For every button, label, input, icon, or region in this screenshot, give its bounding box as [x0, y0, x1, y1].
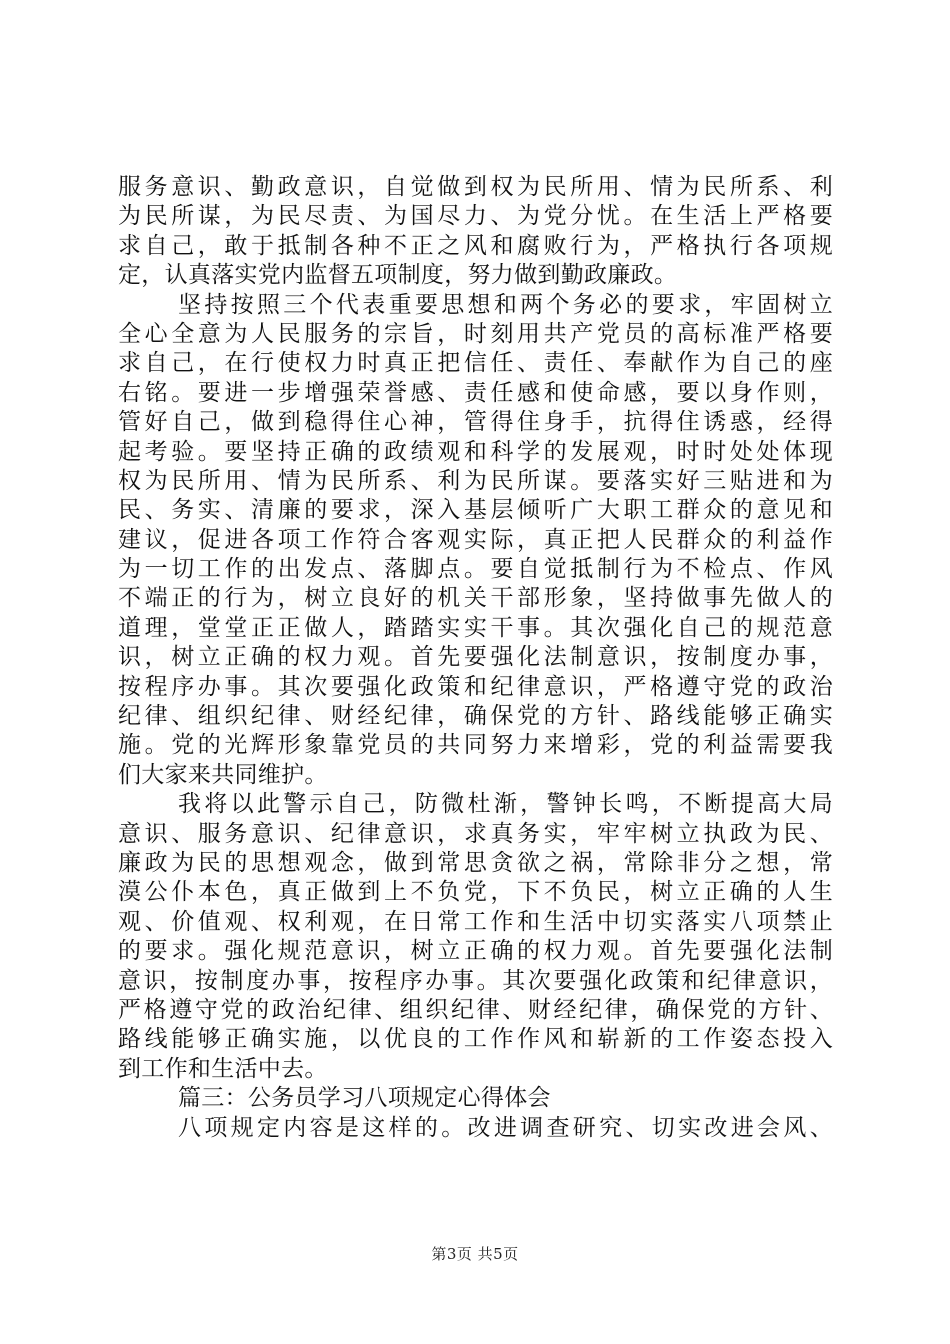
text-line: 纪律、组织纪律、财经纪律，确保党的方针、路线能够正确实	[118, 703, 833, 730]
text-line: 的要求。强化规范意识，树立正确的权力观。首先要强化法制	[118, 938, 833, 965]
text-line: 建议，促进各项工作符合客观实际，真正把人民群众的利益作	[118, 526, 833, 553]
text-line: 严格遵守党的政治纪律、组织纪律、财经纪律，确保党的方针、	[118, 996, 833, 1023]
text-line: 定，认真落实党内监督五项制度，努力做到勤政廉政。	[118, 262, 678, 289]
text-line: 我将以此警示自己，防微杜渐，警钟长鸣，不断提高大局	[178, 791, 833, 818]
text-line: 到工作和生活中去。	[118, 1055, 328, 1082]
text-line: 识，树立正确的权力观。首先要强化法制意识，按制度办事，	[118, 644, 833, 671]
body-text	[118, 173, 833, 1143]
section-heading: 篇三：公务员学习八项规定心得体会	[178, 1085, 551, 1112]
text-line: 道理，堂堂正正做人，踏踏实实干事。其次强化自己的规范意	[118, 614, 833, 641]
text-line: 民、务实、清廉的要求，深入基层倾听广大职工群众的意见和	[118, 497, 833, 524]
text-line: 管好自己，做到稳得住心神，管得住身手，抗得住诱惑，经得	[118, 409, 833, 436]
text-line: 漠公仆本色，真正做到上不负党，下不负民，树立正确的人生	[118, 879, 833, 906]
text-line: 意识，按制度办事，按程序办事。其次要强化政策和纪律意识，	[118, 967, 833, 994]
text-line: 服务意识、勤政意识，自觉做到权为民所用、情为民所系、利	[118, 174, 833, 200]
text-line: 廉政为民的思想观念，做到常思贪欲之祸，常除非分之想，常	[118, 849, 833, 876]
text-line: 意识、服务意识、纪律意识，求真务实，牢牢树立执政为民、	[118, 820, 833, 847]
text-line: 坚持按照三个代表重要思想和两个务必的要求，牢固树立	[178, 291, 833, 318]
text-line: 求自己，在行使权力时真正把信任、责任、奉献作为自己的座	[118, 350, 833, 377]
text-line: 观、价值观、权利观，在日常工作和生活中切实落实八项禁止	[118, 908, 833, 935]
text-line: 八项规定内容是这样的。改进调查研究、切实改进会风、	[178, 1114, 833, 1141]
text-line: 们大家来共同维护。	[118, 761, 328, 788]
text-line: 按程序办事。其次要强化政策和纪律意识，严格遵守党的政治	[118, 673, 833, 700]
text-line: 为一切工作的出发点、落脚点。要自觉抵制行为不检点、作风	[118, 556, 833, 583]
page-number-footer: 第3页 共5页	[431, 1245, 519, 1263]
text-line: 不端正的行为，树立良好的机关干部形象，坚持做事先做人的	[118, 585, 833, 612]
text-line: 起考验。要坚持正确的政绩观和科学的发展观，时时处处体现	[118, 438, 833, 465]
text-line: 全心全意为人民服务的宗旨，时刻用共产党员的高标准严格要	[118, 320, 833, 347]
text-line: 施。党的光辉形象靠党员的共同努力来增彩，党的利益需要我	[118, 732, 833, 759]
text-line: 权为民所用、情为民所系、利为民所谋。要落实好三贴进和为	[118, 467, 833, 494]
text-line: 路线能够正确实施，以优良的工作作风和崭新的工作姿态投入	[118, 1026, 833, 1053]
text-line: 为民所谋，为民尽责、为国尽力、为党分忧。在生活上严格要	[118, 203, 833, 230]
text-line: 求自己，敢于抵制各种不正之风和腐败行为，严格执行各项规	[118, 232, 833, 259]
text-line: 右铭。要进一步增强荣誉感、责任感和使命感，要以身作则，	[118, 379, 833, 406]
